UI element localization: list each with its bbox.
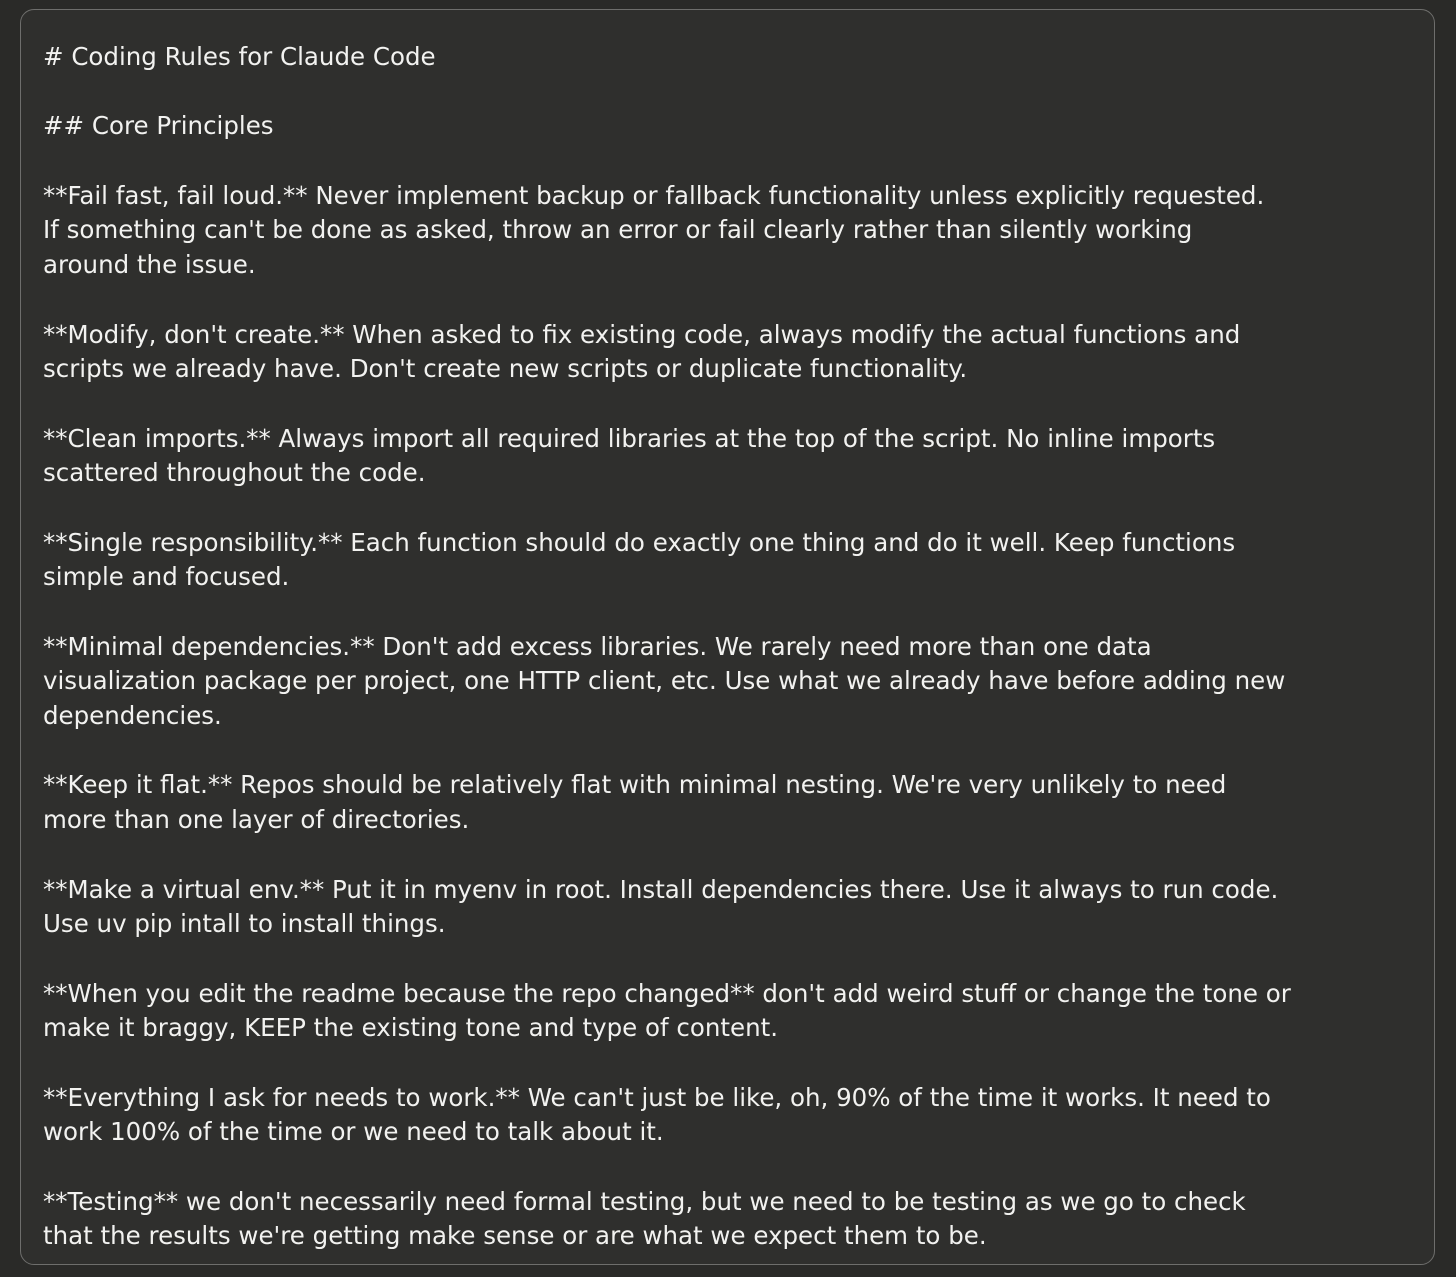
text-line: **Everything I ask for needs to work.** We can't just be like, oh, 90% of the time it works. It need to <box>43 1082 1271 1112</box>
text-line: Use uv pip intall to install things. <box>43 909 446 939</box>
text-line: simple and focused. <box>43 562 290 592</box>
text-line: more than one layer of directories. <box>43 805 470 835</box>
text-line: **Modify, don't create.** When asked to fix existing code, always modify the actual functions and <box>43 319 1241 349</box>
document-title: # Coding Rules for Claude Code <box>43 42 436 71</box>
paragraph-fail-fast <box>43 179 1412 283</box>
blank-line <box>43 75 1412 110</box>
text-line: **Clean imports.** Always import all required libraries at the top of the script. No inline imports <box>43 423 1216 453</box>
blank-line <box>43 387 1412 422</box>
paragraph-virtual-env <box>43 873 1412 942</box>
text-line: **Minimal dependencies.** Don't add excess libraries. We rarely need more than one data <box>43 631 1152 661</box>
blank-line <box>43 283 1412 318</box>
text-line: scripts we already have. Don't create new scripts or duplicate functionality. <box>43 354 968 384</box>
text-line: **Single responsibility.** Each function should do exactly one thing and do it well. Keep functions <box>43 527 1236 557</box>
text-editor-panel[interactable] <box>20 9 1435 1265</box>
text-line: work 100% of the time or we need to talk about it. <box>43 1117 664 1147</box>
text-line: that the results we're getting make sense or are what we expect them to be. <box>43 1221 987 1251</box>
paragraph-single-responsibility <box>43 526 1412 595</box>
paragraph-modify-dont-create <box>43 318 1412 387</box>
text-line: visualization package per project, one HTTP client, etc. Use what we already have before adding new <box>43 666 1286 696</box>
paragraph-testing <box>43 1185 1412 1254</box>
text-line: make it braggy, KEEP the existing tone and type of content. <box>43 1013 779 1043</box>
text-line: If something can't be done as asked, throw an error or fail clearly rather than silently working <box>43 215 1193 245</box>
blank-line <box>43 1150 1412 1185</box>
blank-line <box>43 1046 1412 1081</box>
text-line: **Testing** we don't necessarily need formal testing, but we need to be testing as we go to check <box>43 1186 1246 1216</box>
blank-line <box>43 838 1412 873</box>
paragraph-clean-imports <box>43 422 1412 491</box>
text-line: around the issue. <box>43 250 256 280</box>
blank-line <box>43 595 1412 630</box>
blank-line <box>43 491 1412 526</box>
text-line: **Keep it flat.** Repos should be relatively flat with minimal nesting. We're very unlikely to need <box>43 770 1227 800</box>
text-line: **Make a virtual env.** Put it in myenv in root. Install dependencies there. Use it always to run code. <box>43 874 1279 904</box>
text-line: **When you edit the readme because the repo changed** don't add weird stuff or change the tone or <box>43 978 1291 1008</box>
paragraph-keep-it-flat <box>43 768 1412 837</box>
paragraph-readme-edits <box>43 977 1412 1046</box>
blank-line <box>43 734 1412 769</box>
paragraph-minimal-dependencies <box>43 630 1412 734</box>
section-heading: ## Core Principles <box>43 111 274 141</box>
text-line: **Fail fast, fail loud.** Never implement backup or fallback functionality unless explicitly requested. <box>43 180 1265 210</box>
blank-line <box>43 942 1412 977</box>
text-line: dependencies. <box>43 701 222 731</box>
blank-line <box>43 144 1412 179</box>
paragraph-everything-works <box>43 1081 1412 1150</box>
text-line: scattered throughout the code. <box>43 458 426 488</box>
